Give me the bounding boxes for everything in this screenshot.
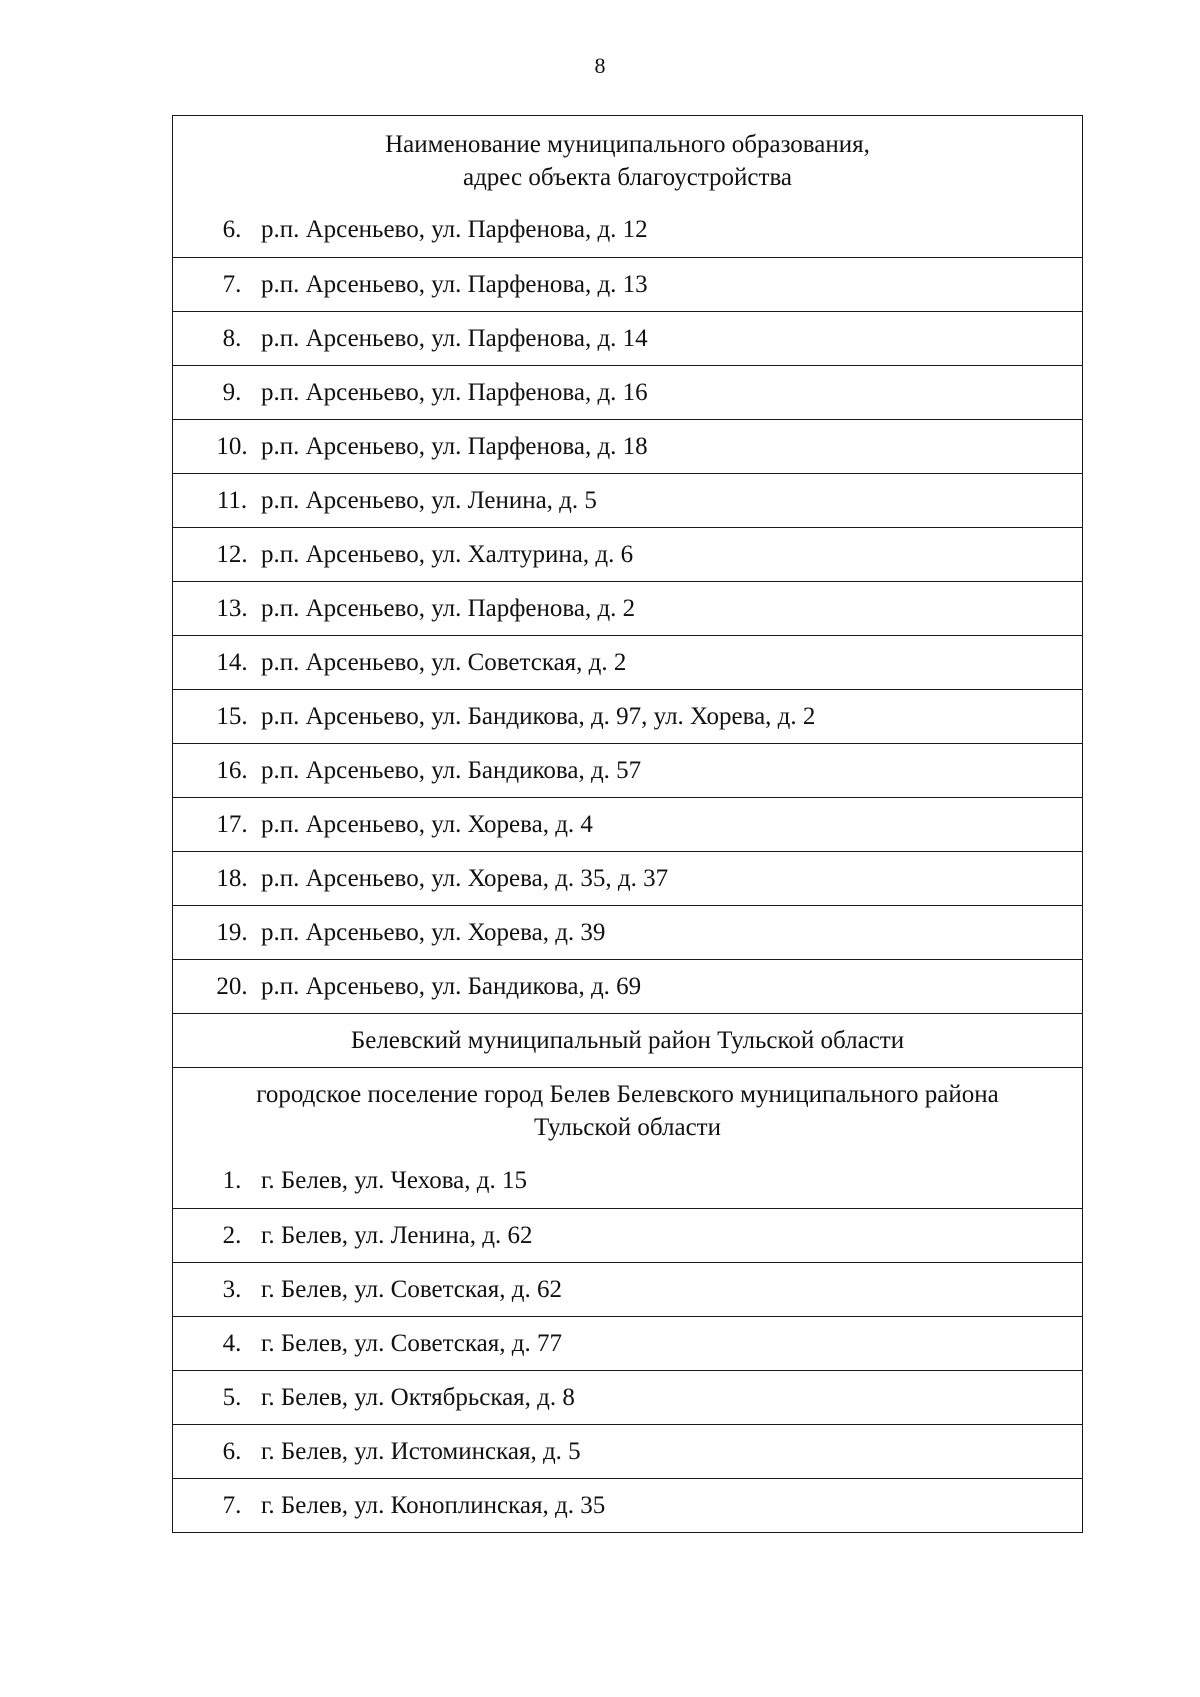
- row-address: р.п. Арсеньево, ул. Парфенова, д. 12: [261, 216, 648, 243]
- table-row: [173, 1262, 1082, 1316]
- row-number: 7.: [222, 270, 242, 298]
- row-number-cell: [173, 703, 261, 731]
- table-row: [173, 311, 1082, 365]
- row-number: 5.: [222, 1383, 242, 1411]
- row-number-cell: [173, 1330, 261, 1358]
- row-number: 6.: [222, 1437, 242, 1465]
- row-number-cell: [173, 433, 261, 461]
- table-row: [173, 797, 1082, 851]
- table-row: [173, 851, 1082, 905]
- row-number-cell: [173, 271, 261, 299]
- row-address: р.п. Арсеньево, ул. Бандикова, д. 57: [261, 756, 642, 784]
- row-address: р.п. Арсеньево, ул. Хорева, д. 39: [261, 918, 606, 946]
- table-row: [173, 1154, 1082, 1208]
- row-number: 12.: [216, 540, 248, 568]
- row-address: г. Белев, ул. Коноплинская, д. 35: [261, 1491, 606, 1519]
- settlement-heading: городское поселение город Белев Белевского муниципального района Тульской области: [256, 1081, 999, 1141]
- row-address: г. Белев, ул. Ленина, д. 62: [261, 1221, 533, 1249]
- row-number-cell: [173, 541, 261, 569]
- row-number-cell: [173, 595, 261, 623]
- row-address: р.п. Арсеньево, ул. Советская, д. 2: [261, 648, 627, 676]
- row-number: 15.: [216, 702, 248, 730]
- row-number-cell: [173, 1276, 261, 1304]
- row-address: р.п. Арсеньево, ул. Парфенова, д. 13: [261, 270, 648, 298]
- row-number-cell: [173, 1384, 261, 1412]
- table-row: [173, 635, 1082, 689]
- row-number: 10.: [216, 432, 248, 460]
- row-address: г. Белев, ул. Истоминская, д. 5: [261, 1437, 581, 1465]
- page-number: 8: [594, 53, 606, 78]
- row-number-cell: [173, 216, 261, 244]
- row-address: р.п. Арсеньево, ул. Бандикова, д. 69: [261, 972, 642, 1000]
- row-address: г. Белев, ул. Советская, д. 62: [261, 1275, 562, 1303]
- table-row: [173, 1478, 1082, 1532]
- table-row: [173, 1370, 1082, 1424]
- table-row: [173, 743, 1082, 797]
- row-number: 17.: [216, 810, 248, 838]
- row-address: г. Белев, ул. Чехова, д. 15: [261, 1167, 527, 1194]
- row-number: 4.: [222, 1329, 242, 1357]
- row-number-cell: [173, 1438, 261, 1466]
- row-number-cell: [173, 1222, 261, 1250]
- row-address: г. Белев, ул. Октябрьская, д. 8: [261, 1383, 575, 1411]
- row-address: р.п. Арсеньево, ул. Бандикова, д. 97, ул. Хорева, д. 2: [261, 702, 816, 730]
- row-address: р.п. Арсеньево, ул. Ленина, д. 5: [261, 486, 597, 514]
- table-row: [173, 1316, 1082, 1370]
- row-number: 2.: [222, 1221, 242, 1249]
- row-number: 19.: [216, 918, 248, 946]
- row-number-cell: [173, 1167, 261, 1195]
- table-row: [173, 419, 1082, 473]
- row-number: 6.: [222, 216, 242, 243]
- table-section-belev: [173, 1154, 1082, 1532]
- row-number: 8.: [222, 324, 242, 352]
- table-section-arsenyevo: [173, 203, 1082, 1013]
- row-number-cell: [173, 811, 261, 839]
- row-number: 20.: [216, 972, 248, 1000]
- row-number: 16.: [216, 756, 248, 784]
- row-address: р.п. Арсеньево, ул. Парфенова, д. 14: [261, 324, 648, 352]
- row-number: 18.: [216, 864, 248, 892]
- district-heading: Белевский муниципальный район Тульской области: [350, 1027, 905, 1054]
- district-heading-row: [173, 1013, 1082, 1067]
- row-number-cell: [173, 1492, 261, 1520]
- row-number: 7.: [222, 1491, 242, 1519]
- settlement-heading-row: [173, 1067, 1082, 1154]
- table-header: [173, 116, 1082, 203]
- row-address: р.п. Арсеньево, ул. Хорева, д. 4: [261, 810, 593, 838]
- row-number: 1.: [222, 1167, 242, 1194]
- row-address: р.п. Арсеньево, ул. Парфенова, д. 18: [261, 432, 648, 460]
- table-row: [173, 365, 1082, 419]
- row-number-cell: [173, 649, 261, 677]
- row-number-cell: [173, 379, 261, 407]
- row-number-cell: [173, 325, 261, 353]
- table-row: [173, 527, 1082, 581]
- row-number-cell: [173, 757, 261, 785]
- row-address: р.п. Арсеньево, ул. Халтурина, д. 6: [261, 540, 634, 568]
- row-number: 11.: [216, 486, 248, 514]
- table-row: [173, 689, 1082, 743]
- row-address: г. Белев, ул. Советская, д. 77: [261, 1329, 562, 1357]
- table-row: [173, 1208, 1082, 1262]
- row-number-cell: [173, 973, 261, 1001]
- table-row: [173, 203, 1082, 257]
- table-row: [173, 959, 1082, 1013]
- row-number: 14.: [216, 648, 248, 676]
- row-number: 9.: [222, 378, 242, 406]
- row-address: р.п. Арсеньево, ул. Парфенова, д. 2: [261, 594, 636, 622]
- table-header-text: Наименование муниципального образования, адрес объекта благоустройства: [385, 130, 870, 191]
- table-row: [173, 905, 1082, 959]
- row-number-cell: [173, 865, 261, 893]
- row-address: р.п. Арсеньево, ул. Парфенова, д. 16: [261, 378, 648, 406]
- table-row: [173, 257, 1082, 311]
- row-number: 3.: [222, 1275, 242, 1303]
- table-row: [173, 1424, 1082, 1478]
- row-number-cell: [173, 919, 261, 947]
- row-number: 13.: [216, 594, 248, 622]
- row-address: р.п. Арсеньево, ул. Хорева, д. 35, д. 37: [261, 864, 669, 892]
- table-row: [173, 581, 1082, 635]
- address-table: [172, 115, 1083, 1533]
- table-row: [173, 473, 1082, 527]
- row-number-cell: [173, 487, 261, 515]
